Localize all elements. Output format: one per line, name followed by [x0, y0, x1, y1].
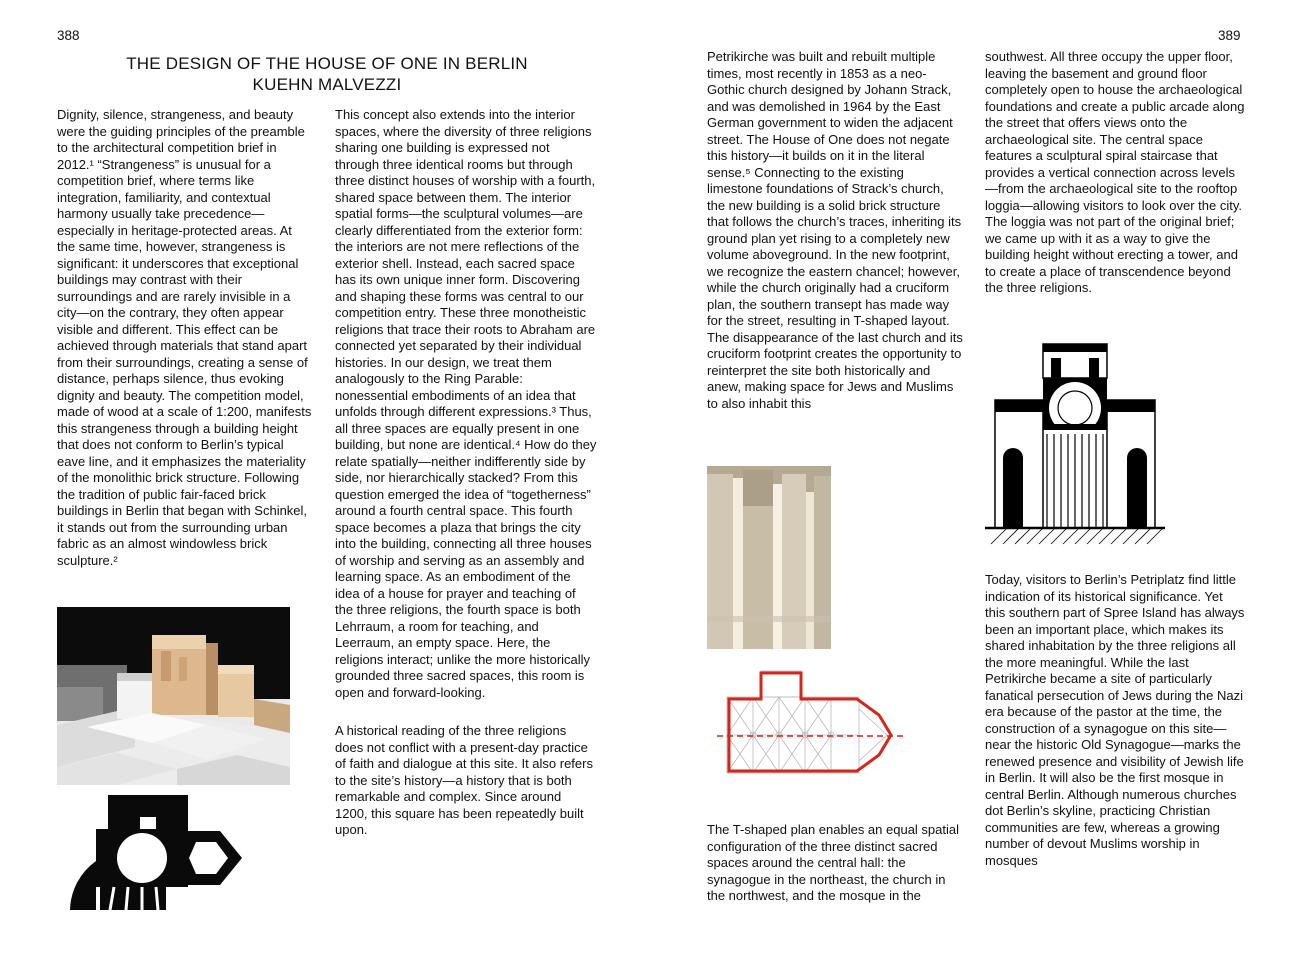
t-shaped-ground-plan-drawing	[709, 657, 910, 813]
paragraph-col3: Petrikirche was built and rebuilt multiple times, most recently in 1853 as a neo-Gothic church designed by Johann Strack, and was demolished in 1964 by the East German government to widen the adjacent street. The House of One does not negate this history—it builds on it in the literal sense.⁵ Connecting to the existing limestone foundations of Strack’s church, the new building is a solid brick structure that follows the church’s traces, inheriting its ground plan yet rising to a completely new volume aboveground. In the new footprint, we recognize the eastern chancel; however, while the church originally had a cruciform plan, the southern transept has made way for the street, resulting in T-shaped layout. The disappearance of the last church and its cruciform footprint creates the opportunity to reinterpret the site both historically and anew, making space for Jews and Muslims to also inhabit this	[707, 49, 963, 411]
house-of-one-plan-pictogram	[70, 795, 248, 910]
article-author: KUEHN MALVEZZI	[252, 75, 402, 94]
paragraph-col2-2: A historical reading of the three religions does not conflict with a present-day practice of faith and dialogue at this site. It also refers to the site’s history—a history that is both remarkable and complex. Since around 1200, this square has been repeatedly built upon.	[335, 723, 593, 837]
building-section-drawing	[985, 338, 1165, 546]
text-column-2	[335, 107, 597, 861]
paragraph-col2-1: This concept also extends into the interior spaces, where the diversity of three religions sharing one building is expressed not through three identical rooms but through three distinct houses of worship with a fourth, shared space between them. The interior spatial forms—the sculptural volumes—are clearly differentiated from the exterior form: the interiors are not mere reflections of the exterior shell. Instead, each sacred space has its own unique inner form. Discovering and shaping these forms was central to our competition entry. These three monotheistic religions that trace their roots to Abraham are connected yet separated by their individual histories. In our design, we treat them analogously to the Ring Parable: nonessential embodiments of an idea that unfolds through different expressions.³ Thus, all three spaces are equally present in one building, but none are identical.⁴ How do they relate spatially—neither indifferently side by side, nor hierarchically stacked? From this question emerged the idea of “togetherness” around a fourth central space. This fourth space becomes a plaza that brings the city into the building, connecting all three houses of worship and serving as an assembly and learning space. As an embodiment of the idea of a house for prayer and teaching of the three religions, the fourth space is both Lehrraum, a room for teaching, and Leerraum, an empty space. Here, the religions interact; unlike the more historically grounded three sacred spaces, this room is open and forward-looking.	[335, 107, 597, 700]
sacred-space-interior-photo	[707, 466, 831, 649]
competition-model-photo-image	[57, 607, 290, 785]
text-column-1	[57, 107, 313, 591]
paragraph-col4-1: southwest. All three occupy the upper floor, leaving the basement and ground floor completely open to house the archaeological foundations and create a public arcade along the street that offers views onto the archaeological site. The central space features a sculptural spiral staircase that provides a vertical connection across levels—from the archaeological site to the rooftop loggia—allowing visitors to look over the city. The loggia was not part of the original brief; we came up with it as a way to give the building height without erecting a tower, and to create a place of transcendence beyond the three religions.	[985, 49, 1245, 295]
paragraph-col1: Dignity, silence, strangeness, and beauty were the guiding principles of the preamble to the architectural competition brief in 2012.¹ “Strangeness” is unusual for a competition brief, where terms like integration, familiarity, and contextual harmony usually take precedence—especially in heritage-protected areas. At the same time, however, strangeness is significant: it underscores that exceptional buildings may contrast with their surroundings and are rarely invisible in a city—on the contrary, they often appear visible and different. This effect can be achieved through materials that stand apart from their surroundings, creating a sense of distance, perhaps silence, thus evoking dignity and beauty. The competition model, made of wood at a scale of 1:200, manifests this strangeness through a building height that does not conform to Berlin’s typical eave line, and it emphasizes the materiality of the monolithic brick structure. Following the tradition of public fair-faced brick buildings in Berlin that began with Schinkel, it stands out from the surrounding urban fabric as an almost windowless brick sculpture.²	[57, 107, 312, 568]
text-column-3	[707, 49, 963, 434]
page-number-left: 388	[57, 28, 80, 43]
article-title-line1: THE DESIGN OF THE HOUSE OF ONE IN BERLIN	[126, 54, 528, 73]
competition-model-photo	[57, 607, 290, 785]
text-column-4-bottom	[985, 572, 1245, 891]
paragraph-col4-2: Today, visitors to Berlin’s Petriplatz find little indication of its historical significance. Yet this southern part of Spree Island has always been an important place, which makes its shared inhabitation by the three religions all the more meaningful. While the last Petrikirche became a site of particularly fanatical persecution of Jews during the Nazi era because of the pastor at the time, the construction of a synagogue on this site—near the historic Old Synagogue—marks the renewed presence and visibility of Jewish life in Berlin. It will also be the first mosque in central Berlin. Although numerous churches dot Berlin’s skyline, practicing Christian communities are few, whereas a growing number of devout Muslims worship in mosques	[985, 572, 1245, 868]
text-column-4-top	[985, 49, 1245, 319]
article-title	[57, 53, 597, 95]
floor-plan-caption: The T-shaped plan enables an equal spatial configuration of the three distinct sacred spaces around the central hall: the synagogue in the northeast, the church in the northwest, and the mosque in the	[707, 822, 960, 903]
section-drawing-image	[985, 338, 1165, 546]
interior-photo-image	[707, 466, 831, 649]
floor-plan-image	[709, 657, 910, 813]
plan-pictogram-image	[70, 795, 248, 910]
page-number-right: 389	[1218, 28, 1241, 43]
